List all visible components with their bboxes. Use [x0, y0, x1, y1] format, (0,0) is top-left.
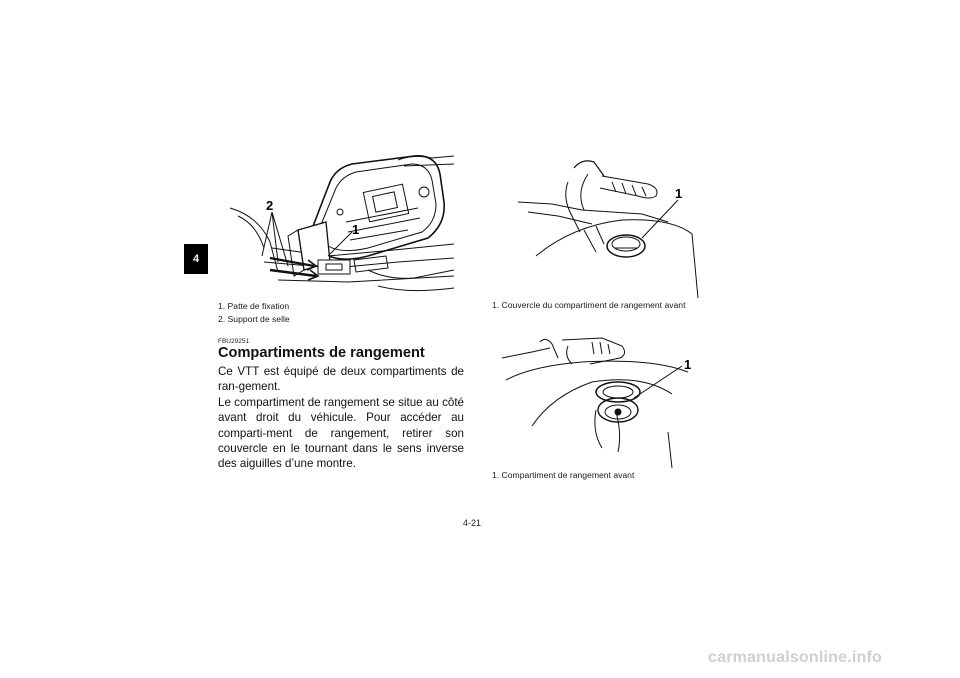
figure-seat-bracket	[218, 152, 454, 298]
page-number: 4-21	[463, 518, 482, 528]
chapter-tab-number: 4	[192, 253, 200, 265]
body-paragraph: Ce VTT est équipé de deux compartiments de ran-gement.	[218, 365, 464, 394]
figure-storage-compartment-illustration	[492, 322, 704, 468]
figure-storage-lid-illustration	[492, 152, 704, 298]
section-title: Compartiments de rangement	[218, 345, 425, 361]
caption-item: 1. Compartiment de rangement avant	[492, 470, 635, 480]
figure-seat-bracket-callout-1: 1	[352, 222, 360, 237]
figure-storage-compartment-caption	[492, 469, 634, 482]
caption-item: 1. Patte de fixation	[218, 301, 290, 311]
watermark[interactable]: carmanualsonline.info	[708, 649, 883, 666]
figure-storage-compartment	[492, 322, 704, 468]
caption-item: 2. Support de selle	[218, 314, 290, 324]
body-paragraph: Le compartiment de rangement se situe au côté avant droit du véhicule. Pour accéder au comparti-ment de rangement, retirer son couvercle en le tournant dans le sens inverse des aiguilles d’une montre.	[218, 395, 464, 471]
figure-storage-lid-callout-1: 1	[675, 186, 683, 201]
figure-seat-bracket-illustration	[218, 152, 454, 298]
chapter-tab	[184, 244, 208, 274]
figure-seat-bracket-caption	[218, 300, 290, 326]
caption-item: 1. Couvercle du compartiment de rangement avant	[492, 300, 686, 310]
figure-storage-lid-caption	[492, 299, 685, 312]
section-code: FBU29251	[218, 338, 250, 345]
figure-seat-bracket-callout-2: 2	[266, 198, 274, 213]
figure-storage-lid	[492, 152, 704, 298]
figure-storage-compartment-callout-1: 1	[684, 357, 692, 372]
section-body	[218, 364, 464, 472]
